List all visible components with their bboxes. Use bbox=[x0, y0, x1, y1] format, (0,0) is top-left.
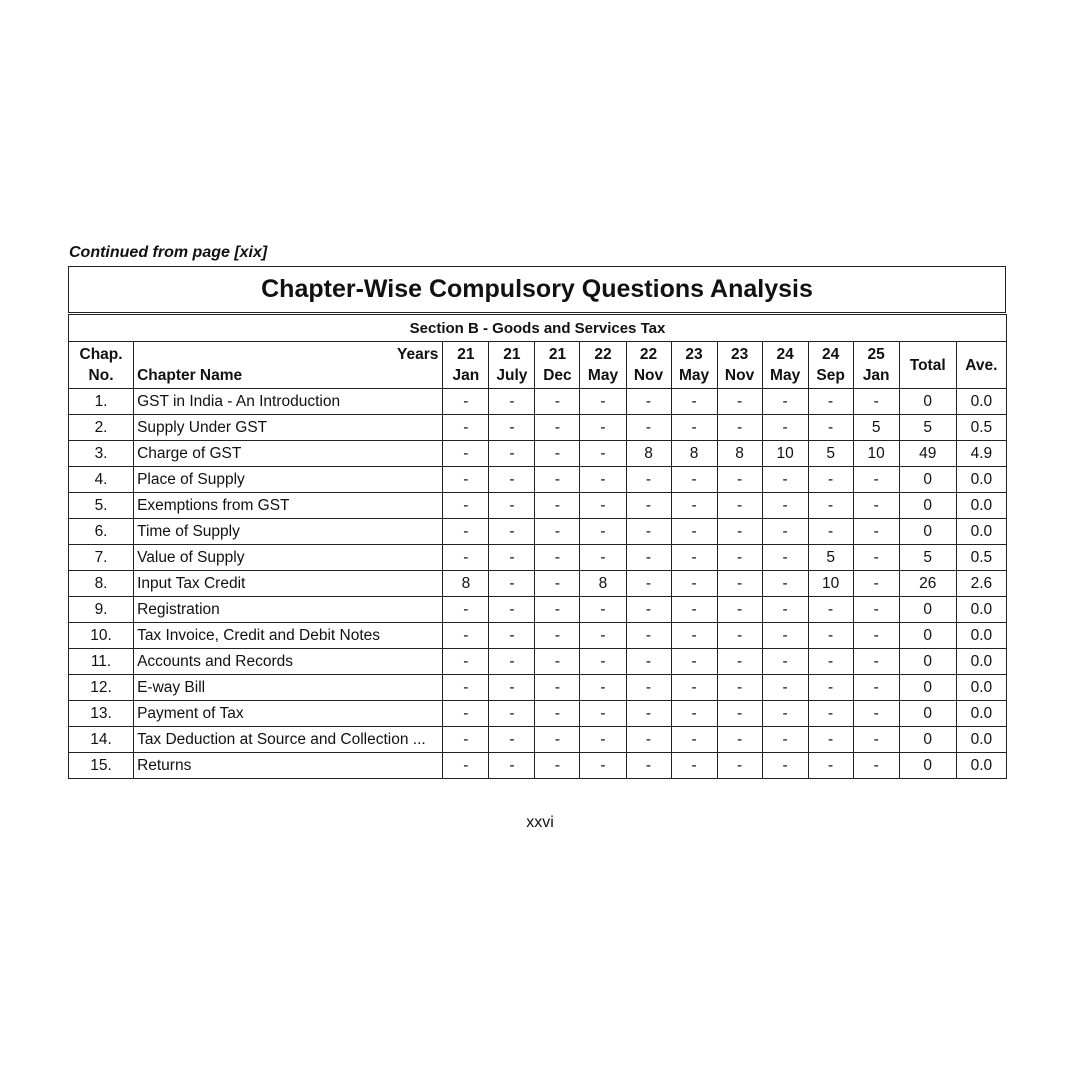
exam-value-cell: - bbox=[671, 701, 717, 727]
exam-column-header bbox=[671, 342, 717, 389]
exam-year: 22 bbox=[594, 346, 612, 363]
chapter-number: 13. bbox=[69, 701, 134, 727]
total-cell: 0 bbox=[899, 727, 956, 753]
exam-month: May bbox=[587, 367, 619, 384]
exam-value-cell: - bbox=[626, 701, 671, 727]
exam-value-cell: - bbox=[443, 753, 489, 779]
exam-value-cell: - bbox=[626, 623, 671, 649]
exam-column-header bbox=[808, 342, 853, 389]
exam-value-cell: - bbox=[671, 727, 717, 753]
exam-value-cell: - bbox=[489, 493, 535, 519]
exam-value-cell: 10 bbox=[762, 441, 808, 467]
exam-value-cell: - bbox=[626, 545, 671, 571]
chapter-name: Payment of Tax bbox=[134, 701, 443, 727]
exam-value-cell: - bbox=[762, 727, 808, 753]
exam-value-cell: - bbox=[626, 493, 671, 519]
table-row bbox=[69, 597, 1007, 623]
exam-value-cell: - bbox=[717, 597, 762, 623]
exam-value-cell: - bbox=[535, 727, 580, 753]
exam-value-cell: - bbox=[717, 415, 762, 441]
exam-value-cell: - bbox=[671, 571, 717, 597]
chap-no-header bbox=[69, 342, 134, 389]
average-cell: 4.9 bbox=[956, 441, 1006, 467]
exam-value-cell: - bbox=[489, 467, 535, 493]
chapter-name: Accounts and Records bbox=[134, 649, 443, 675]
exam-value-cell: - bbox=[580, 649, 626, 675]
exam-value-cell: - bbox=[580, 753, 626, 779]
exam-month: Nov bbox=[633, 367, 664, 384]
exam-month: July bbox=[496, 367, 528, 384]
chapter-name: Registration bbox=[134, 597, 443, 623]
chapter-name: E-way Bill bbox=[134, 675, 443, 701]
total-header: Total bbox=[899, 342, 956, 389]
table-body bbox=[69, 389, 1007, 779]
exam-value-cell: - bbox=[443, 467, 489, 493]
exam-value-cell: - bbox=[443, 597, 489, 623]
exam-value-cell: 8 bbox=[626, 441, 671, 467]
total-cell: 5 bbox=[899, 415, 956, 441]
chapter-name: Exemptions from GST bbox=[134, 493, 443, 519]
exam-value-cell: - bbox=[535, 441, 580, 467]
exam-value-cell: - bbox=[762, 675, 808, 701]
exam-value-cell: - bbox=[853, 675, 899, 701]
exam-value-cell: - bbox=[443, 389, 489, 415]
exam-value-cell: - bbox=[853, 597, 899, 623]
exam-value-cell: - bbox=[535, 701, 580, 727]
exam-value-cell: - bbox=[443, 701, 489, 727]
exam-value-cell: - bbox=[489, 571, 535, 597]
exam-value-cell: - bbox=[717, 701, 762, 727]
average-cell: 0.0 bbox=[956, 675, 1006, 701]
years-label: Years bbox=[396, 346, 439, 363]
chapter-number: 10. bbox=[69, 623, 134, 649]
exam-value-cell: - bbox=[535, 597, 580, 623]
exam-value-cell: - bbox=[808, 623, 853, 649]
exam-value-cell: - bbox=[717, 623, 762, 649]
exam-value-cell: - bbox=[853, 493, 899, 519]
exam-value-cell: - bbox=[671, 389, 717, 415]
exam-value-cell: - bbox=[626, 389, 671, 415]
exam-column-header bbox=[762, 342, 808, 389]
exam-value-cell: - bbox=[808, 389, 853, 415]
exam-value-cell: - bbox=[580, 597, 626, 623]
exam-value-cell: - bbox=[853, 545, 899, 571]
exam-value-cell: - bbox=[808, 493, 853, 519]
exam-value-cell: - bbox=[626, 753, 671, 779]
exam-value-cell: - bbox=[580, 493, 626, 519]
exam-value-cell: - bbox=[535, 571, 580, 597]
average-cell: 0.0 bbox=[956, 649, 1006, 675]
exam-value-cell: - bbox=[853, 727, 899, 753]
exam-value-cell: - bbox=[580, 675, 626, 701]
exam-value-cell: - bbox=[443, 675, 489, 701]
exam-month: Dec bbox=[543, 367, 572, 384]
chapter-name: Place of Supply bbox=[134, 467, 443, 493]
exam-value-cell: - bbox=[762, 493, 808, 519]
exam-value-cell: - bbox=[671, 597, 717, 623]
chapter-number: 11. bbox=[69, 649, 134, 675]
exam-value-cell: - bbox=[671, 415, 717, 441]
exam-value-cell: - bbox=[489, 623, 535, 649]
exam-value-cell: - bbox=[580, 467, 626, 493]
exam-value-cell: - bbox=[717, 649, 762, 675]
exam-value-cell: - bbox=[443, 623, 489, 649]
chapter-name: Tax Invoice, Credit and Debit Notes bbox=[134, 623, 443, 649]
exam-month: May bbox=[770, 367, 801, 384]
exam-value-cell: - bbox=[671, 675, 717, 701]
exam-value-cell: - bbox=[535, 623, 580, 649]
exam-value-cell: 8 bbox=[717, 441, 762, 467]
exam-value-cell: - bbox=[671, 753, 717, 779]
section-heading: Section B - Goods and Services Tax bbox=[69, 315, 1007, 342]
exam-value-cell: - bbox=[762, 519, 808, 545]
table-row bbox=[69, 467, 1007, 493]
exam-year: 25 bbox=[867, 346, 885, 363]
exam-value-cell: - bbox=[580, 441, 626, 467]
chapter-name-label: Chapter Name bbox=[137, 367, 243, 384]
exam-column-header bbox=[717, 342, 762, 389]
exam-value-cell: - bbox=[808, 415, 853, 441]
exam-value-cell: 10 bbox=[808, 571, 853, 597]
exam-value-cell: - bbox=[762, 415, 808, 441]
exam-column-header bbox=[535, 342, 580, 389]
exam-value-cell: - bbox=[853, 389, 899, 415]
exam-year: 22 bbox=[639, 346, 658, 363]
exam-value-cell: - bbox=[580, 389, 626, 415]
exam-value-cell: - bbox=[808, 649, 853, 675]
total-cell: 0 bbox=[899, 675, 956, 701]
exam-value-cell: - bbox=[808, 701, 853, 727]
chapter-number: 6. bbox=[69, 519, 134, 545]
exam-value-cell: - bbox=[853, 571, 899, 597]
exam-column-header bbox=[626, 342, 671, 389]
exam-value-cell: 8 bbox=[443, 571, 489, 597]
exam-value-cell: - bbox=[626, 597, 671, 623]
table-row bbox=[69, 727, 1007, 753]
exam-value-cell: - bbox=[443, 493, 489, 519]
exam-value-cell: - bbox=[762, 649, 808, 675]
exam-column-header bbox=[489, 342, 535, 389]
exam-value-cell: - bbox=[535, 545, 580, 571]
table-row bbox=[69, 649, 1007, 675]
exam-year: 21 bbox=[457, 346, 475, 363]
exam-value-cell: - bbox=[535, 753, 580, 779]
table-row bbox=[69, 545, 1007, 571]
average-cell: 2.6 bbox=[956, 571, 1006, 597]
total-cell: 0 bbox=[899, 389, 956, 415]
exam-value-cell: - bbox=[762, 753, 808, 779]
exam-year: 24 bbox=[822, 346, 840, 363]
exam-value-cell: - bbox=[717, 467, 762, 493]
exam-year: 24 bbox=[776, 346, 794, 363]
chapter-number: 12. bbox=[69, 675, 134, 701]
average-cell: 0.0 bbox=[956, 597, 1006, 623]
exam-value-cell: - bbox=[762, 467, 808, 493]
exam-value-cell: - bbox=[853, 623, 899, 649]
exam-month: Jan bbox=[452, 367, 480, 384]
exam-value-cell: - bbox=[762, 597, 808, 623]
table-row bbox=[69, 753, 1007, 779]
average-cell: 0.0 bbox=[956, 467, 1006, 493]
exam-value-cell: - bbox=[762, 571, 808, 597]
ave-header: Ave. bbox=[956, 342, 1006, 389]
exam-value-cell: - bbox=[853, 467, 899, 493]
exam-value-cell: - bbox=[489, 441, 535, 467]
average-cell: 0.0 bbox=[956, 389, 1006, 415]
exam-column-header bbox=[443, 342, 489, 389]
chapter-number: 15. bbox=[69, 753, 134, 779]
chapter-name: Returns bbox=[134, 753, 443, 779]
exam-value-cell: - bbox=[489, 545, 535, 571]
total-cell: 26 bbox=[899, 571, 956, 597]
analysis-table bbox=[68, 314, 1007, 779]
table-row bbox=[69, 701, 1007, 727]
exam-value-cell: 5 bbox=[808, 545, 853, 571]
exam-month: Sep bbox=[816, 367, 845, 384]
exam-value-cell: - bbox=[717, 753, 762, 779]
exam-value-cell: - bbox=[443, 415, 489, 441]
exam-value-cell: 8 bbox=[580, 571, 626, 597]
exam-value-cell: - bbox=[535, 675, 580, 701]
exam-value-cell: - bbox=[580, 701, 626, 727]
exam-value-cell: - bbox=[626, 571, 671, 597]
exam-value-cell: - bbox=[717, 519, 762, 545]
exam-value-cell: - bbox=[535, 649, 580, 675]
exam-value-cell: - bbox=[443, 545, 489, 571]
exam-value-cell: - bbox=[717, 675, 762, 701]
exam-value-cell: - bbox=[626, 675, 671, 701]
total-cell: 0 bbox=[899, 519, 956, 545]
page-number: xxvi bbox=[526, 814, 554, 831]
chapter-name: Input Tax Credit bbox=[134, 571, 443, 597]
average-cell: 0.0 bbox=[956, 623, 1006, 649]
exam-value-cell: - bbox=[808, 727, 853, 753]
average-cell: 0.0 bbox=[956, 519, 1006, 545]
exam-value-cell: - bbox=[626, 727, 671, 753]
exam-value-cell: - bbox=[580, 727, 626, 753]
exam-value-cell: - bbox=[443, 649, 489, 675]
table-title: Chapter-Wise Compulsory Questions Analysis bbox=[68, 266, 1006, 313]
column-header-row bbox=[69, 342, 1007, 389]
table-row bbox=[69, 389, 1007, 415]
continued-note: Continued from page [xix] bbox=[69, 244, 268, 261]
exam-value-cell: - bbox=[535, 519, 580, 545]
exam-value-cell: 10 bbox=[853, 441, 899, 467]
table-row bbox=[69, 675, 1007, 701]
exam-value-cell: - bbox=[580, 519, 626, 545]
table-row bbox=[69, 519, 1007, 545]
chapter-number: 2. bbox=[69, 415, 134, 441]
average-cell: 0.5 bbox=[956, 545, 1006, 571]
total-cell: 0 bbox=[899, 753, 956, 779]
exam-value-cell: - bbox=[489, 389, 535, 415]
chapter-name: GST in India - An Introduction bbox=[134, 389, 443, 415]
average-cell: 0.0 bbox=[956, 727, 1006, 753]
chapter-name-header bbox=[134, 342, 443, 389]
exam-value-cell: - bbox=[808, 675, 853, 701]
exam-value-cell: - bbox=[535, 415, 580, 441]
chapter-number: 4. bbox=[69, 467, 134, 493]
exam-year: 23 bbox=[730, 346, 749, 363]
chapter-name: Tax Deduction at Source and Collection ... bbox=[134, 727, 443, 753]
exam-value-cell: - bbox=[535, 493, 580, 519]
chapter-number: 14. bbox=[69, 727, 134, 753]
exam-value-cell: - bbox=[671, 519, 717, 545]
chapter-name: Time of Supply bbox=[134, 519, 443, 545]
exam-value-cell: - bbox=[808, 753, 853, 779]
exam-month: Jan bbox=[862, 367, 890, 384]
exam-value-cell: - bbox=[626, 519, 671, 545]
table-row bbox=[69, 441, 1007, 467]
exam-value-cell: - bbox=[717, 389, 762, 415]
average-cell: 0.0 bbox=[956, 753, 1006, 779]
exam-value-cell: - bbox=[808, 467, 853, 493]
exam-value-cell: - bbox=[762, 701, 808, 727]
exam-value-cell: - bbox=[853, 519, 899, 545]
exam-value-cell: - bbox=[671, 623, 717, 649]
exam-value-cell: - bbox=[808, 597, 853, 623]
chapter-name: Value of Supply bbox=[134, 545, 443, 571]
exam-value-cell: - bbox=[717, 727, 762, 753]
exam-value-cell: - bbox=[489, 597, 535, 623]
exam-value-cell: - bbox=[489, 649, 535, 675]
exam-value-cell: - bbox=[717, 545, 762, 571]
exam-value-cell: 5 bbox=[808, 441, 853, 467]
exam-value-cell: - bbox=[535, 389, 580, 415]
exam-value-cell: - bbox=[671, 545, 717, 571]
exam-year: 21 bbox=[503, 346, 521, 363]
total-cell: 5 bbox=[899, 545, 956, 571]
average-cell: 0.5 bbox=[956, 415, 1006, 441]
exam-value-cell: - bbox=[808, 519, 853, 545]
table-row bbox=[69, 415, 1007, 441]
exam-value-cell: - bbox=[671, 493, 717, 519]
exam-value-cell: - bbox=[762, 545, 808, 571]
exam-column-header bbox=[853, 342, 899, 389]
exam-value-cell: 8 bbox=[671, 441, 717, 467]
exam-value-cell: - bbox=[580, 623, 626, 649]
total-cell: 0 bbox=[899, 649, 956, 675]
chapter-name: Charge of GST bbox=[134, 441, 443, 467]
exam-month: May bbox=[678, 367, 710, 384]
chapter-number: 8. bbox=[69, 571, 134, 597]
exam-value-cell: - bbox=[853, 701, 899, 727]
exam-value-cell: - bbox=[489, 519, 535, 545]
exam-value-cell: - bbox=[853, 649, 899, 675]
exam-value-cell: 5 bbox=[853, 415, 899, 441]
exam-value-cell: - bbox=[443, 441, 489, 467]
average-cell: 0.0 bbox=[956, 493, 1006, 519]
exam-value-cell: - bbox=[762, 623, 808, 649]
table-row bbox=[69, 493, 1007, 519]
total-cell: 49 bbox=[899, 441, 956, 467]
exam-year: 21 bbox=[548, 346, 567, 363]
total-cell: 0 bbox=[899, 623, 956, 649]
total-cell: 0 bbox=[899, 701, 956, 727]
chapter-name: Supply Under GST bbox=[134, 415, 443, 441]
exam-value-cell: - bbox=[762, 389, 808, 415]
exam-value-cell: - bbox=[717, 571, 762, 597]
exam-year: 23 bbox=[685, 346, 703, 363]
exam-value-cell: - bbox=[489, 701, 535, 727]
exam-value-cell: - bbox=[443, 727, 489, 753]
exam-value-cell: - bbox=[580, 415, 626, 441]
table-row bbox=[69, 623, 1007, 649]
chap-no-header-top: Chap. bbox=[79, 346, 123, 363]
exam-value-cell: - bbox=[535, 467, 580, 493]
total-cell: 0 bbox=[899, 493, 956, 519]
exam-value-cell: - bbox=[853, 753, 899, 779]
exam-month: Nov bbox=[724, 367, 755, 384]
exam-value-cell: - bbox=[671, 467, 717, 493]
exam-value-cell: - bbox=[717, 493, 762, 519]
exam-value-cell: - bbox=[489, 415, 535, 441]
exam-value-cell: - bbox=[626, 467, 671, 493]
chapter-number: 7. bbox=[69, 545, 134, 571]
average-cell: 0.0 bbox=[956, 701, 1006, 727]
exam-value-cell: - bbox=[671, 649, 717, 675]
exam-column-header bbox=[580, 342, 626, 389]
exam-value-cell: - bbox=[443, 519, 489, 545]
exam-value-cell: - bbox=[580, 545, 626, 571]
exam-value-cell: - bbox=[489, 753, 535, 779]
total-cell: 0 bbox=[899, 467, 956, 493]
chapter-number: 3. bbox=[69, 441, 134, 467]
chapter-number: 9. bbox=[69, 597, 134, 623]
total-cell: 0 bbox=[899, 597, 956, 623]
chapter-number: 1. bbox=[69, 389, 134, 415]
chap-no-header-bottom: No. bbox=[88, 367, 114, 384]
exam-value-cell: - bbox=[626, 649, 671, 675]
exam-value-cell: - bbox=[489, 727, 535, 753]
table-row bbox=[69, 571, 1007, 597]
chapter-number: 5. bbox=[69, 493, 134, 519]
exam-value-cell: - bbox=[626, 415, 671, 441]
exam-value-cell: - bbox=[489, 675, 535, 701]
